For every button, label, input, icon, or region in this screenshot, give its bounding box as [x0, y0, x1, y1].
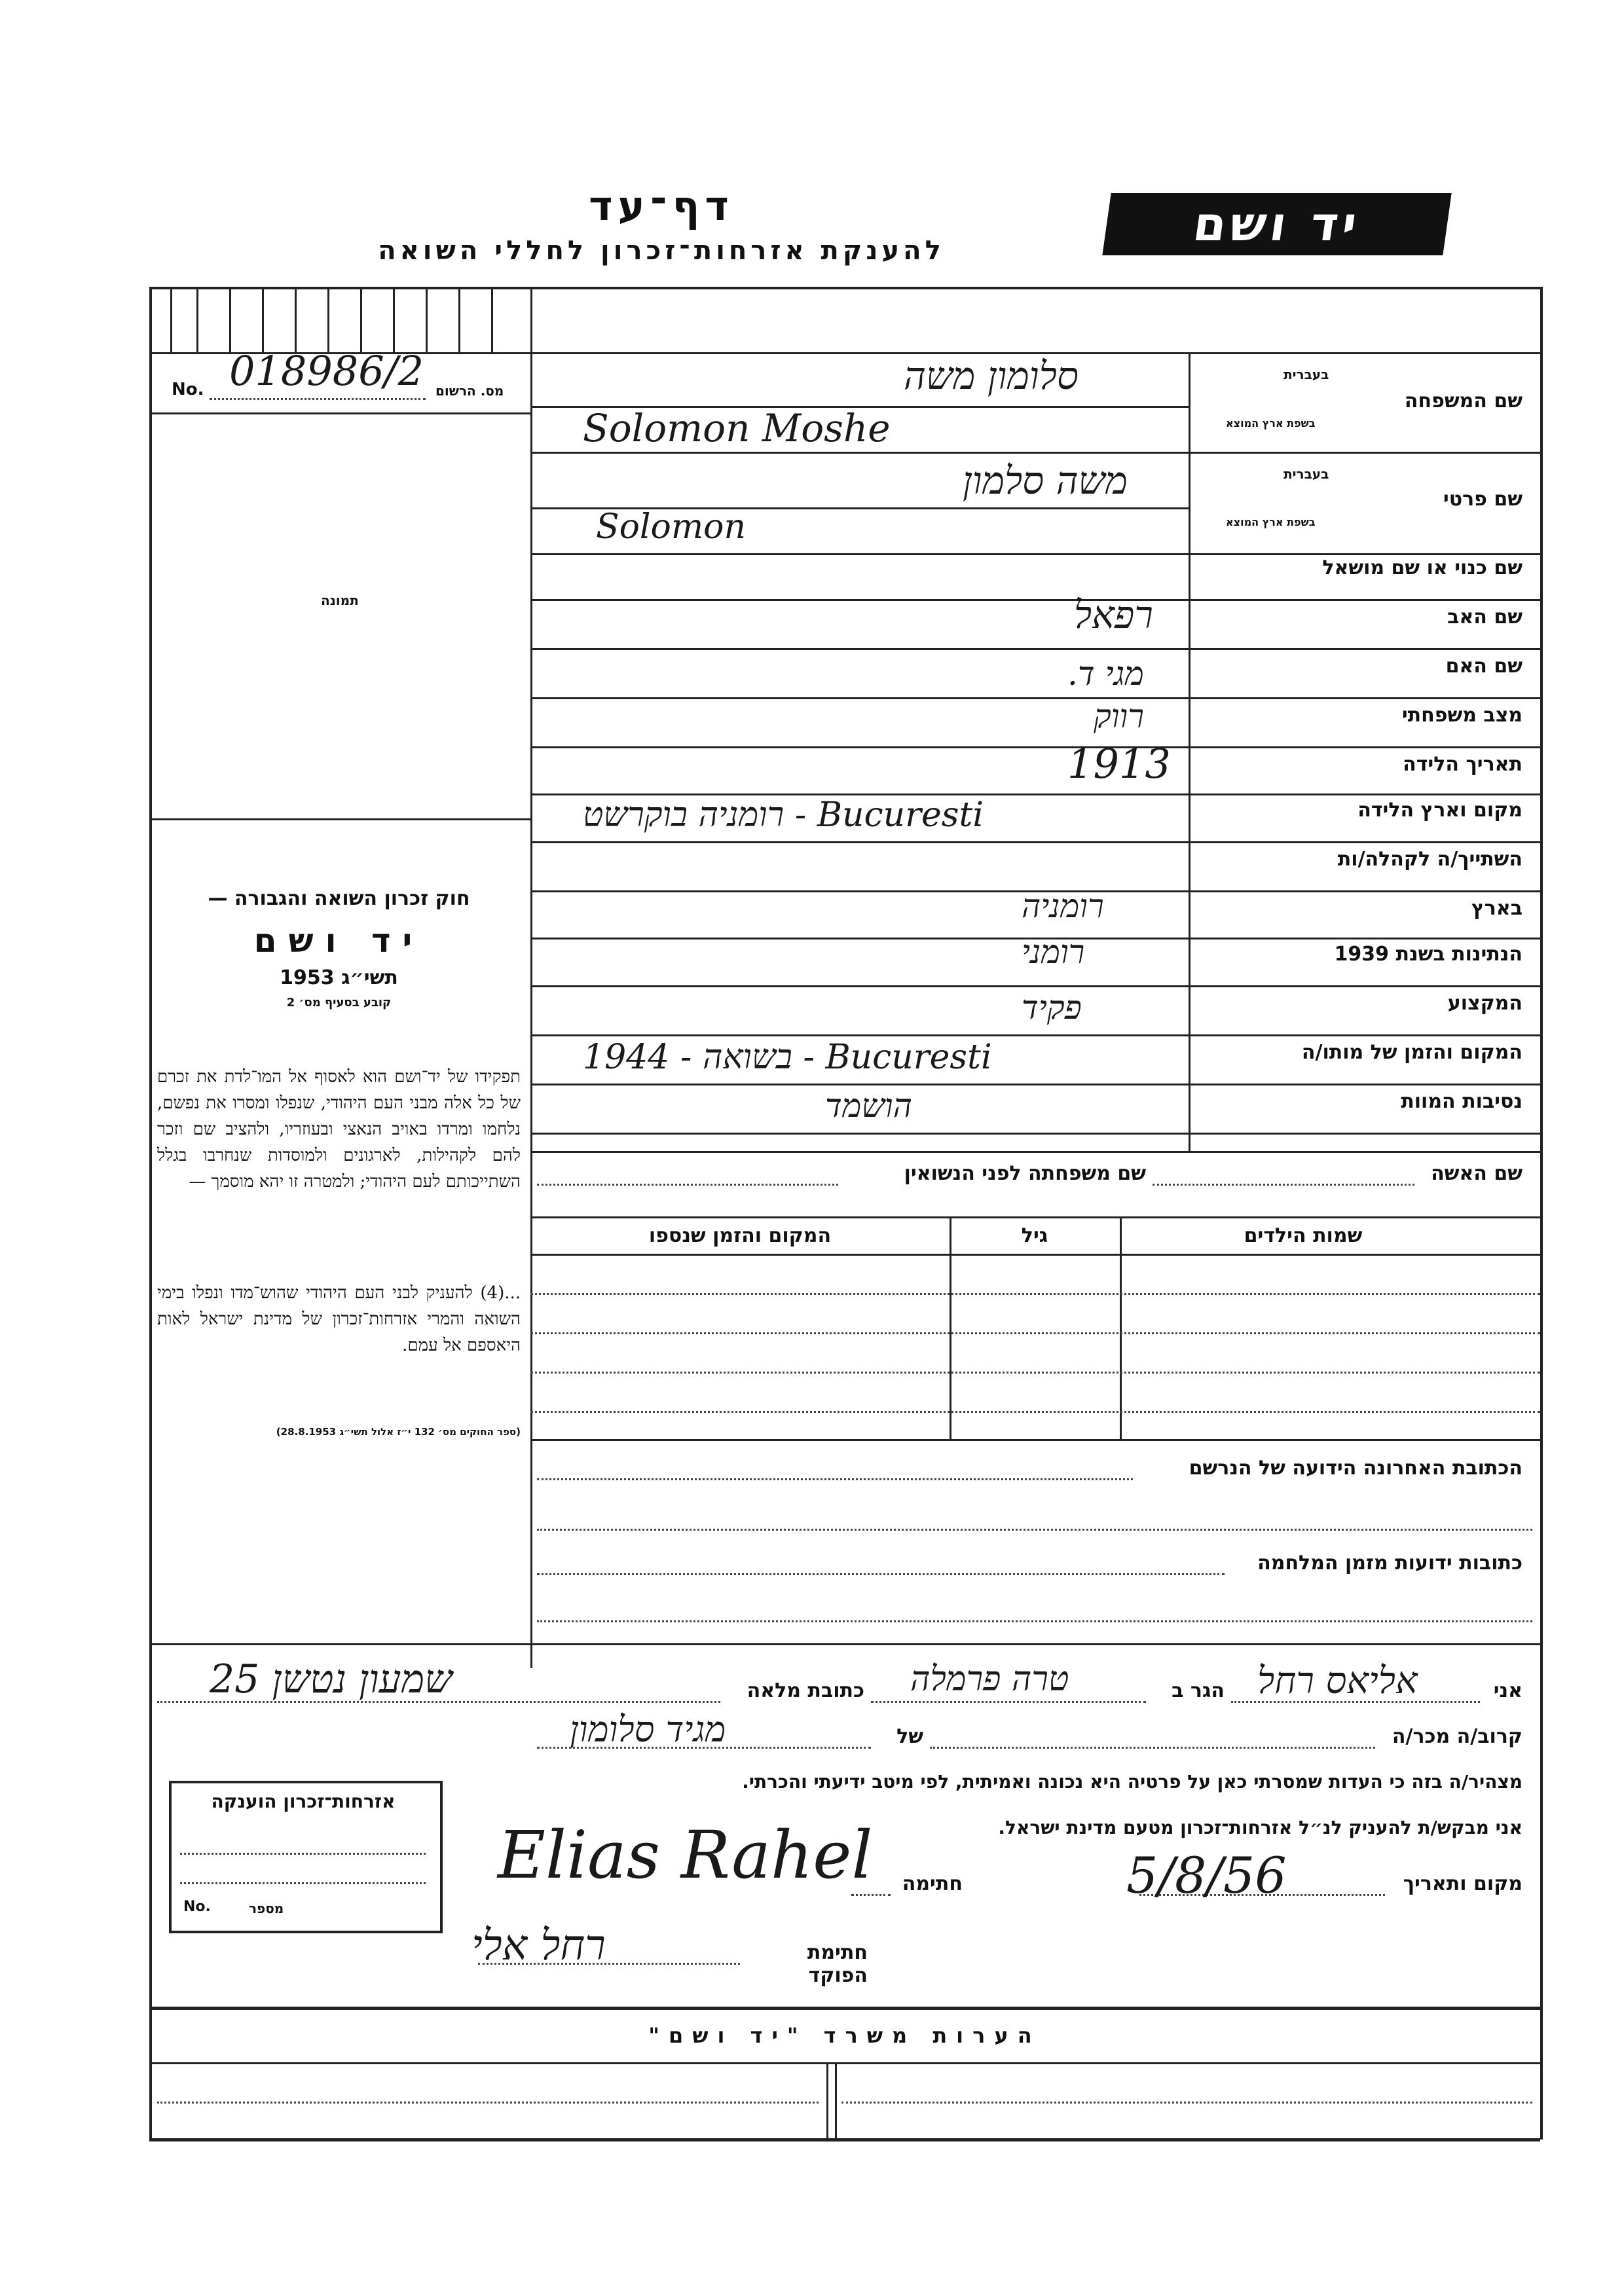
of-value: מגיד סלומון [570, 1709, 726, 1750]
no-label: No. [172, 380, 204, 399]
country-value: רומניה [1022, 887, 1104, 925]
death-circ-label: נסיבות המוות [1401, 1090, 1522, 1113]
family-hebrew-label: בעברית [1283, 367, 1329, 382]
yad-vashem-logo [1102, 193, 1451, 255]
law-text-1: תפקידו של יד־ושם הוא לאסוף אל המו־לדת את זכרם של כל אלה מבני העם היהודי, שנפלו ומסרו את נפשם, נלחמו ומרדו באויב הנאצי ובעוזריו, ולהציב שם וזכר להם לקהילות, לארגונים ולמוסדות שנחרבו בגלל השתייכותם לעם היהודי; ולמטרה זו יהא מוסמך — [157, 1067, 521, 1192]
family-name-latin: Solomon Moshe [583, 406, 891, 450]
marital-value: רווק [1094, 697, 1144, 735]
place-date-label: מקום ותאריך [1403, 1872, 1522, 1895]
marital-label: מצב משפחתי [1401, 704, 1522, 727]
citizenship-box-title: אזרחות־זכרון הוענקה [211, 1791, 396, 1812]
form-subtitle: להענקת אזרחות־זכרון לחללי השואה [378, 236, 945, 266]
law-source: (ספר החוקים מס׳ 132 י״ז אלול תשי״ג 28.8.1953) [276, 1426, 521, 1438]
nickname-label: שם כנוי או שם מושאל [1322, 556, 1522, 579]
profession-value: פקיד [1022, 989, 1082, 1027]
full-address-label: כתובת מלאה [747, 1679, 864, 1702]
relative-label: קרוב/ה מכר/ה [1392, 1725, 1522, 1748]
i-value: אליאס רחל [1257, 1660, 1418, 1702]
office-remarks-title: הערות משרד "יד ושם" [648, 2023, 1041, 2048]
first-origin-label: בשפת ארץ המוצא [1226, 516, 1316, 528]
date-value: 5/8/56 [1126, 1846, 1287, 1904]
maiden-label: שם משפחתה לפני הנשואין [904, 1162, 1146, 1185]
children-age-header: גיל [1021, 1224, 1048, 1247]
signature-label: חתימה [902, 1872, 963, 1895]
request-text: אני מבקש/ת להעניק לנ״ל אזרחות־זכרון מטעם מדינת ישראל. [998, 1817, 1522, 1838]
father-value: רפאל [1074, 592, 1153, 637]
country-label: בארץ [1471, 897, 1522, 920]
declare-text: מצהיר/ה בזה כי העדות שמסרתי כאן על פרטיה היא נכונה ואמיתית, לפי מיטב ידיעתי והכרתי. [742, 1771, 1522, 1793]
family-name-hebrew: סלומון משה [904, 354, 1079, 398]
children-place-header: המקום והזמן שנספו [648, 1224, 832, 1247]
birthdate-label: תאריך הלידה [1403, 753, 1522, 776]
children-names-header: שמות הילדים [1244, 1224, 1363, 1247]
officer-sig-label: חתימת הפוקד [807, 1941, 868, 1987]
profession-label: המקצוע [1447, 992, 1522, 1015]
family-name-label: שם המשפחה [1404, 390, 1522, 412]
resides-label: הגר ב [1172, 1679, 1225, 1702]
law-block [157, 887, 521, 1010]
law-clause: קובע בסעיף מס׳ 2 [286, 996, 392, 1010]
first-name-hebrew: משה סלמון [963, 458, 1128, 503]
death-place-value: בשואה - 1944 - Bucuresti [583, 1038, 992, 1077]
registry-number: 018986/2 [229, 347, 424, 395]
i-label: אני [1493, 1679, 1522, 1702]
citizenship-box-number: מספר [249, 1901, 284, 1916]
logo-text: יד ושם [1190, 196, 1364, 251]
last-address-label: הכתובת האחרונה הידועה של הנרשם [1189, 1457, 1522, 1480]
address-value: שמעון נטשן 25 [210, 1656, 452, 1702]
war-addresses-label: כתובות ידועות מזמן המלחמה [1257, 1552, 1522, 1575]
death-circ-value: הושמד [825, 1087, 912, 1125]
of-label: של [896, 1725, 923, 1748]
family-origin-label: בשפת ארץ המוצא [1226, 417, 1316, 429]
citizenship-label: הנתינות בשנת 1939 [1334, 943, 1522, 966]
reg-label: מס. הרשום [435, 383, 504, 399]
birthdate-value: 1913 [1067, 740, 1171, 788]
death-place-label: המקום והזמן של מותו/ה [1301, 1041, 1522, 1064]
law-title: חוק זכרון השואה והגבורה — [208, 887, 470, 910]
first-name-latin: Solomon [596, 507, 746, 547]
mother-label: שם האם [1445, 655, 1522, 678]
law-name: יד ושם [253, 922, 424, 960]
first-name-label: שם פרטי [1443, 488, 1522, 511]
photo-label: תמונה [321, 592, 359, 608]
officer-signature: רחל אלי [471, 1922, 606, 1970]
citizenship-box-no: No. [183, 1899, 211, 1915]
birthplace-label: מקום וארץ הלידה [1357, 799, 1522, 822]
signature-value: Elias Rahel [498, 1817, 873, 1893]
community-label: השתייך/ה לקהלה/ות [1337, 848, 1522, 871]
birthplace-value: רומניה בוקרשט - Bucuresti [583, 795, 984, 835]
law-year: תשי״ג 1953 [280, 966, 398, 989]
father-label: שם האב [1447, 606, 1522, 629]
resides-value: טרה פרמלה [910, 1660, 1069, 1699]
form-title: דף־עד [589, 182, 734, 230]
citizenship-value: רומני [1022, 933, 1085, 971]
mother-value: מגי ד. [1067, 655, 1144, 693]
first-hebrew-label: בעברית [1283, 466, 1329, 482]
wife-label: שם האשה [1431, 1162, 1522, 1185]
law-text-2: ...(4) להעניק לבני העם היהודי שהוש־מדו ונפלו בימי השואה והמרי אזרחות־זכרון של מדינת ישראל לאות היאספם אל עמם. [157, 1283, 521, 1355]
